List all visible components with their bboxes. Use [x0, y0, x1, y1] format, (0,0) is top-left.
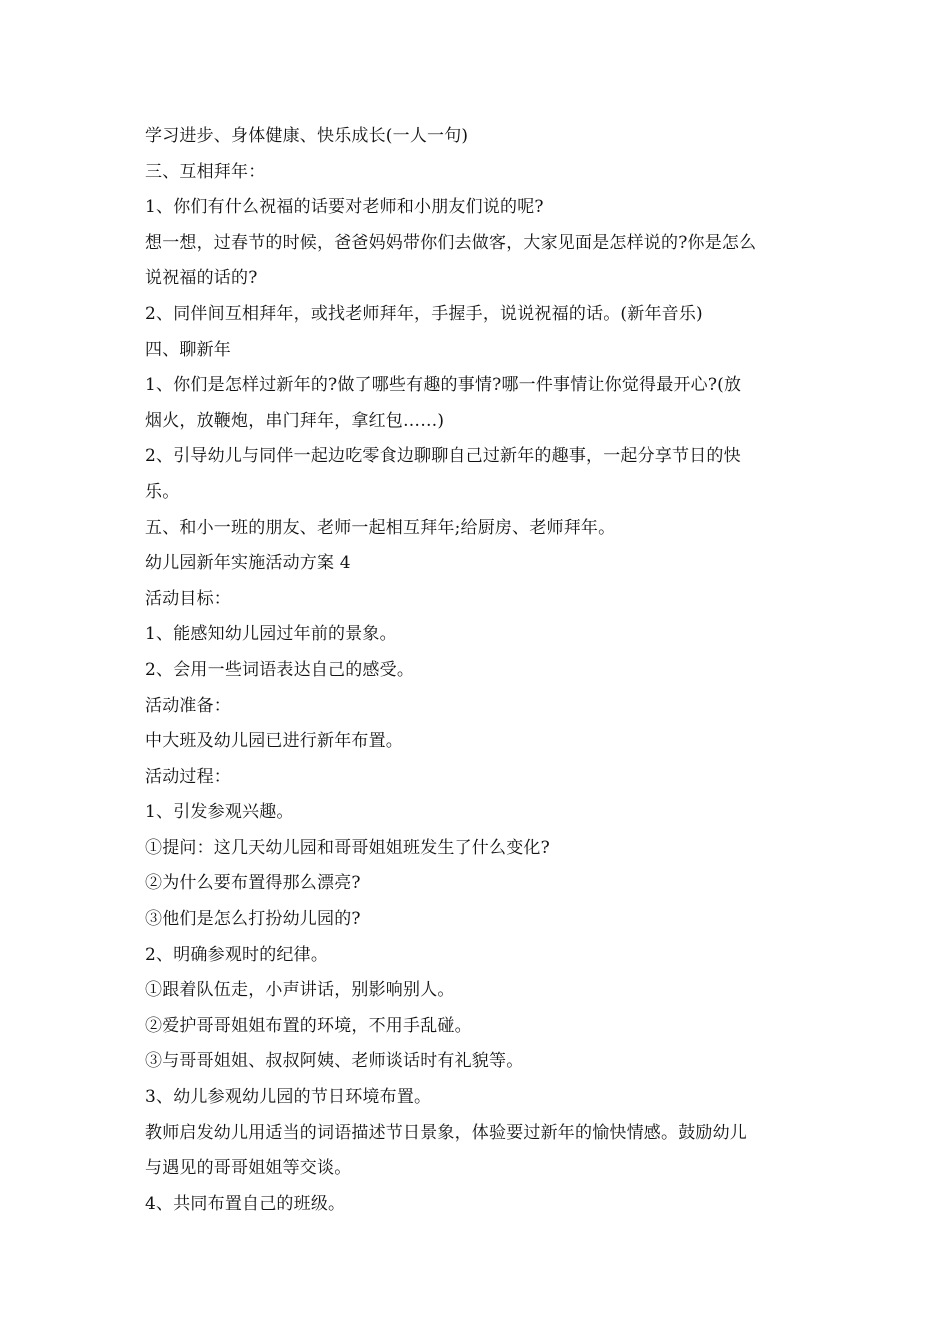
text-line: 4、共同布置自己的班级。: [145, 1193, 346, 1214]
text-line: 2、同伴间互相拜年，或找老师拜年，手握手，说说祝福的话。(新年音乐): [145, 303, 703, 324]
text-line: 学习进步、身体健康、快乐成长(一人一句): [145, 126, 469, 146]
text-line: 2、会用一些词语表达自己的感受。: [145, 659, 415, 680]
document-title: 幼儿园新年实施活动方案 4: [145, 553, 351, 574]
text-line: 中大班及幼儿园已进行新年布置。: [145, 731, 403, 752]
section-heading: 五、和小一班的朋友、老师一起相互拜年;给厨房、老师拜年。: [145, 517, 616, 538]
section-heading: 三、互相拜年：: [145, 161, 266, 182]
text-line: ②爱护哥哥姐姐布置的环境，不用手乱碰。: [145, 1015, 472, 1036]
text-line: ③与哥哥姐姐、叔叔阿姨、老师谈话时有礼貌等。: [145, 1051, 524, 1072]
section-heading: 活动过程：: [145, 766, 231, 787]
section-heading: 活动准备：: [145, 695, 231, 716]
text-line: 2、引导幼儿与同伴一起边吃零食边聊聊自己过新年的趣事，一起分享节日的快: [145, 446, 741, 467]
section-heading: 活动目标：: [145, 588, 231, 609]
text-line: 乐。: [145, 481, 180, 502]
text-line: 1、引发参观兴趣。: [145, 802, 294, 823]
text-line: 1、能感知幼儿园过年前的景象。: [145, 624, 397, 645]
section-heading: 四、聊新年: [145, 339, 231, 360]
text-line: ③他们是怎么打扮幼儿园的?: [145, 909, 361, 930]
text-line: 烟火，放鞭炮，串门拜年，拿红包……): [145, 410, 445, 431]
text-line: 3、幼儿参观幼儿园的节日环境布置。: [145, 1087, 432, 1108]
text-line: 2、明确参观时的纪律。: [145, 944, 329, 965]
text-line: 1、你们有什么祝福的话要对老师和小朋友们说的呢?: [145, 197, 544, 218]
document-body: [145, 119, 815, 1222]
text-line: 想一想，过春节的时候，爸爸妈妈带你们去做客，大家见面是怎样说的?你是怎么: [145, 232, 757, 253]
text-line: 与遇见的哥哥姐姐等交谈。: [145, 1158, 352, 1179]
text-line: ①提问：这几天幼儿园和哥哥姐姐班发生了什么变化?: [145, 837, 550, 858]
text-line: ①跟着队伍走，小声讲话，别影响别人。: [145, 980, 455, 1001]
text-line: 1、你们是怎样过新年的?做了哪些有趣的事情?哪一件事情让你觉得最开心?(放: [145, 375, 742, 396]
text-line: 说祝福的话的?: [145, 268, 258, 289]
text-line: ②为什么要布置得那么漂亮?: [145, 873, 361, 894]
text-line: 教师启发幼儿用适当的词语描述节日景象，体验要过新年的愉快情感。鼓励幼儿: [145, 1122, 747, 1143]
